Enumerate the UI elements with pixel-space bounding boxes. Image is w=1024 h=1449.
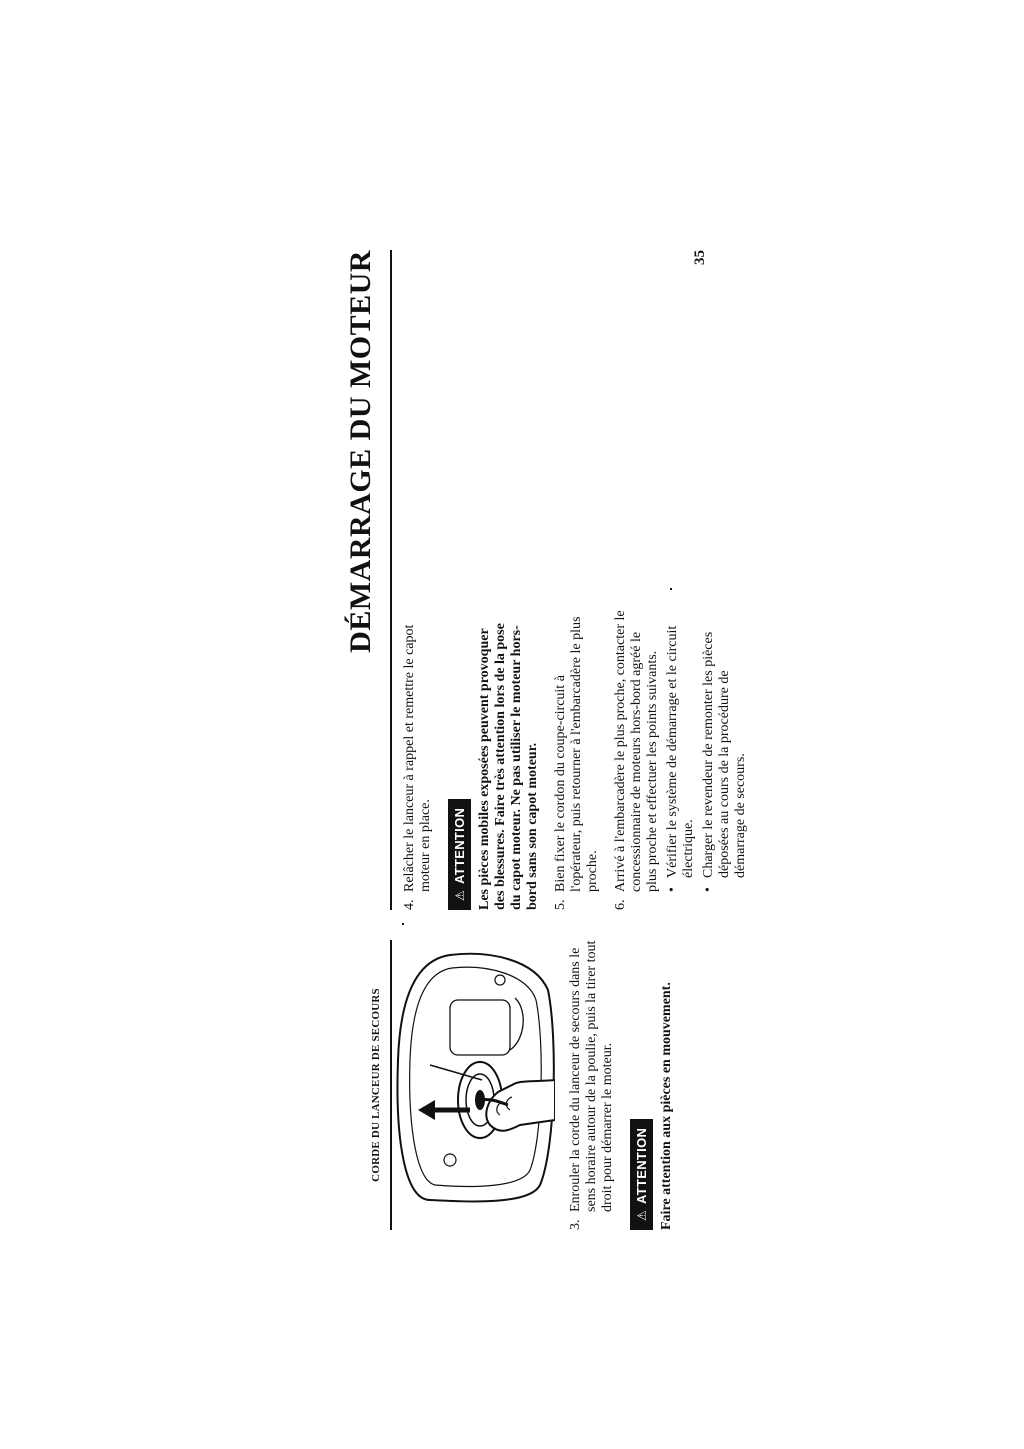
page-number: 35 (692, 250, 708, 265)
warning-text-left: Faire attention aux pièces en mouvement. (659, 982, 674, 1230)
step-6-number: 6. (613, 899, 628, 910)
right-column-rule (390, 250, 392, 910)
step-3 (568, 940, 616, 1230)
bullet-item: • Charger le revendeur de remonter les pièces déposées au cours de la procédure de démarrage de secours. (701, 610, 749, 892)
step-6-bullets (665, 610, 749, 892)
step-5-text: Bien fixer le cordon du coupe-circuit à l'opérateur, puis retourner à l'embarcadère le plus proche. (553, 616, 600, 892)
warning-triangle-icon: ⚠ (452, 889, 467, 901)
step-6-text: Arrivé à l'embarcadère le plus proche, contacter le concessionnaire de moteurs hors-bord agréé le plus proche et effectuer les points suivants. (613, 610, 660, 892)
warning-label-right (448, 799, 471, 910)
step-4-text: Relâcher le lanceur à rappel et remettre le capot moteur en place. (402, 624, 433, 892)
page-title: DÉMARRAGE DU MOTEUR (344, 250, 377, 653)
step-4 (402, 610, 434, 910)
warning-label-text: ATTENTION (452, 807, 467, 884)
starter-rope-illustration (390, 940, 555, 1230)
warning-label-left (630, 1119, 653, 1230)
bullet-item: • Vérifier le système de démarrage et le circuit électrique. (665, 610, 697, 892)
column-divider (402, 923, 404, 925)
step-5-number: 5. (553, 899, 568, 910)
step-4-number: 4. (402, 899, 417, 910)
figure-caption: CORDE DU LANCEUR DE SECOURS (370, 988, 382, 1182)
step-6 (613, 610, 661, 910)
right-area-divider (670, 588, 672, 590)
step-3-number: 3. (568, 1219, 583, 1230)
warning-text-right: Les pièces mobiles exposées peuvent provoquer des blessures. Faire très attention lors de la pose du capot moteur. Ne pas utiliser le moteur hors-bord sans son capot moteur. (477, 623, 540, 910)
step-3-text: Enrouler la corde du lanceur de secours dans le sens horaire autour de la poulie, puis la tirer tout droit pour démarrer le moteur. (568, 940, 615, 1212)
warning-triangle-icon: ⚠ (634, 1209, 649, 1221)
rotated-page (340, 50, 840, 1230)
step-5 (553, 610, 601, 910)
warning-label-text: ATTENTION (634, 1127, 649, 1204)
